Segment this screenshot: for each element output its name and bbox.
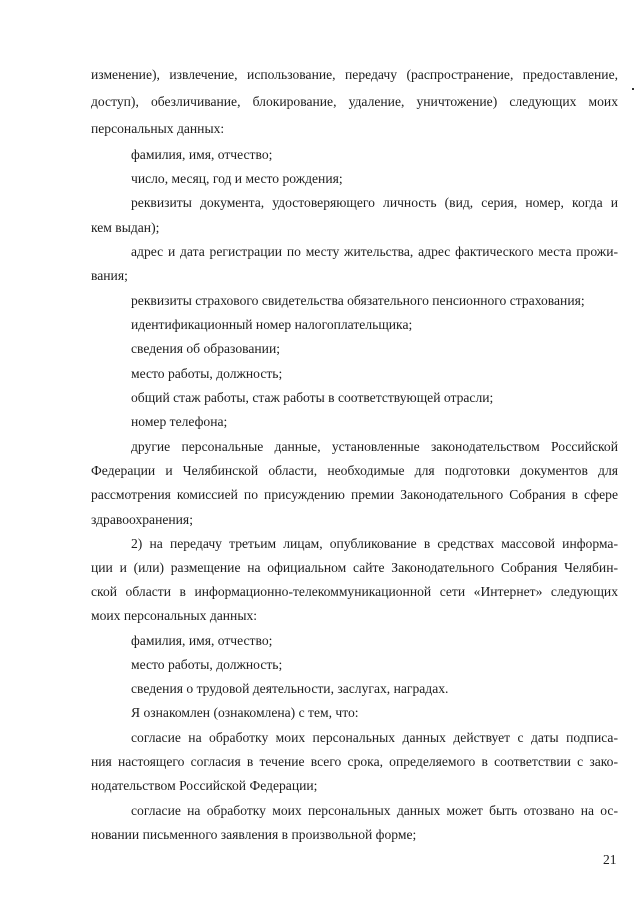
text-line: 2) на передачу третьим лицам, опубликование в средствах массовой информа- bbox=[131, 536, 618, 551]
text-line: нодательством Российской Федерации; bbox=[91, 778, 318, 793]
text-line: изменение), извлечение, использование, передачу (распространение, предоставление, bbox=[91, 67, 618, 82]
text-line: ции и (или) размещение на официальном сайте Законодательного Собрания Челябин- bbox=[91, 560, 618, 575]
text-line: согласие на обработку моих персональных данных действует с даты подписа- bbox=[131, 730, 618, 745]
text-line: здравоохранения; bbox=[91, 512, 193, 527]
text-line: моих персональных данных: bbox=[91, 608, 258, 623]
text-line: ской области в информационно-телекоммуникационной сети «Интернет» следующих bbox=[91, 584, 618, 599]
text-line: новании письменного заявления в произвольной форме; bbox=[91, 827, 417, 842]
text-line: общий стаж работы, стаж работы в соответствующей отрасли; bbox=[131, 390, 494, 405]
text-line: ния настоящего согласия в течение всего срока, определяемого в соответствии с зако- bbox=[91, 754, 618, 769]
text-line: согласие на обработку моих персональных данных может быть отозвано на ос- bbox=[131, 803, 618, 818]
text-line: сведения о трудовой деятельности, заслугах, наградах. bbox=[131, 681, 449, 696]
text-line: место работы, должность; bbox=[131, 657, 283, 672]
text-line: Я ознакомлен (ознакомлена) с тем, что: bbox=[131, 705, 359, 720]
text-line: число, месяц, год и место рождения; bbox=[131, 171, 343, 186]
text-line: фамилия, имя, отчество; bbox=[131, 147, 273, 162]
text-line: рассмотрения комиссией по присуждению премии Законодательного Собрания в сфере bbox=[91, 487, 618, 502]
text-line: идентификационный номер налогоплательщика; bbox=[131, 317, 413, 332]
text-line: адрес и дата регистрации по месту жительства, адрес фактического места прожи- bbox=[131, 244, 618, 259]
text-line: фамилия, имя, отчество; bbox=[131, 633, 273, 648]
text-line: реквизиты документа, удостоверяющего личность (вид, серия, номер, когда и bbox=[131, 195, 618, 210]
text-line: номер телефона; bbox=[131, 414, 228, 429]
text-line: Федерации и Челябинской области, необходимые для подготовки документов для bbox=[91, 463, 618, 478]
text-line: кем выдан); bbox=[91, 220, 160, 235]
text-line: сведения об образовании; bbox=[131, 341, 280, 356]
text-line: реквизиты страхового свидетельства обязательного пенсионного страхования; bbox=[131, 293, 585, 308]
page-number: 21 bbox=[603, 852, 617, 867]
scan-mark bbox=[632, 88, 634, 90]
text-line: доступ), обезличивание, блокирование, удаление, уничтожение) следующих моих bbox=[91, 94, 618, 109]
text-line: другие персональные данные, установленные законодательством Российской bbox=[131, 439, 618, 454]
text-line: персональных данных: bbox=[91, 121, 225, 136]
text-line: место работы, должность; bbox=[131, 366, 283, 381]
text-line: вания; bbox=[91, 268, 128, 283]
